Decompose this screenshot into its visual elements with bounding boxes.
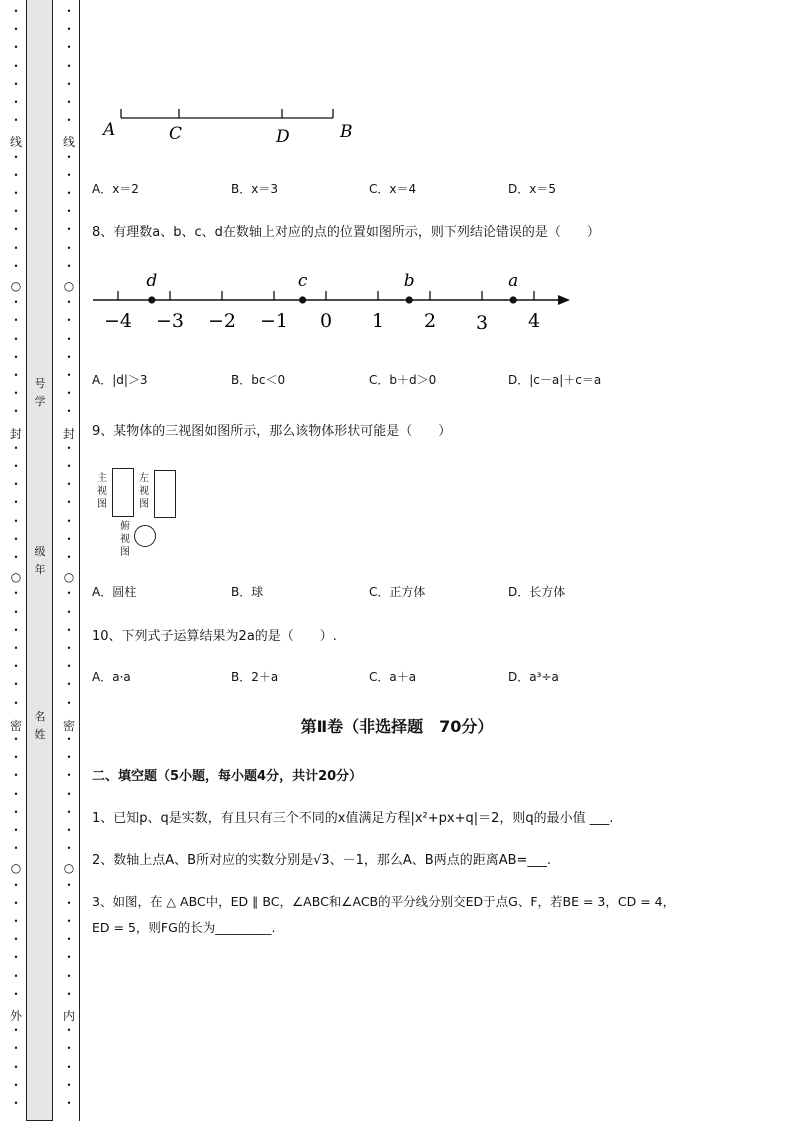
- segment-label-c: C: [169, 124, 183, 144]
- binding-dot: •: [66, 680, 72, 690]
- q9-three-views-figure: [94, 466, 194, 561]
- label-char: 学: [34, 395, 46, 408]
- grade-label: [32, 543, 48, 579]
- q8-text: 8、有理数a、b、c、d在数轴上对应的点的位置如图所示，则下列结论错误的是（ ）: [92, 225, 600, 240]
- binding-dot: •: [66, 898, 72, 908]
- inner-mark-xian: 线: [62, 135, 75, 149]
- q9-option-d[interactable]: D．长方体: [508, 585, 566, 599]
- outer-mark-mi: 密: [9, 719, 22, 733]
- q9-option-c[interactable]: C．正方体: [369, 585, 426, 599]
- binding-dot: •: [13, 298, 19, 308]
- binding-dot: •: [66, 225, 72, 235]
- q10-option-d[interactable]: D．a³÷a: [508, 670, 559, 684]
- binding-dot: •: [66, 25, 72, 35]
- binding-dot: •: [13, 534, 19, 544]
- inner-mark-mi: 密: [62, 719, 75, 733]
- binding-dot: •: [66, 316, 72, 326]
- view-label-char: 图: [120, 547, 130, 558]
- binding-dot: •: [66, 807, 72, 817]
- number-line-tick-label: 1: [371, 310, 385, 332]
- binding-dot: •: [13, 644, 19, 653]
- fill-question-3-line-2: ED = 5，则FG的长为_________.: [92, 920, 276, 935]
- binding-dot: •: [13, 207, 19, 217]
- number-line-tick-label: 0: [319, 310, 333, 332]
- binding-dot: •: [13, 1080, 19, 1090]
- binding-dot: •: [13, 826, 19, 835]
- binding-dot: •: [66, 644, 72, 653]
- binding-dot: •: [13, 989, 19, 999]
- binding-dot: •: [13, 61, 19, 71]
- binding-dot: •: [13, 735, 19, 744]
- view-label-char: 视: [97, 486, 107, 497]
- binding-dot: •: [13, 98, 19, 107]
- binding-dot: •: [66, 152, 72, 162]
- binding-dot: •: [66, 389, 72, 399]
- outer-circle: ○: [10, 861, 22, 875]
- binding-dot: •: [13, 498, 19, 508]
- binding-dot: •: [13, 553, 19, 562]
- binding-dot: •: [66, 170, 72, 180]
- binding-dot: •: [66, 189, 72, 198]
- binding-dot: •: [66, 243, 72, 253]
- number-line-tick-label: −1: [259, 310, 289, 332]
- binding-dot: •: [66, 753, 72, 763]
- binding-dot: •: [13, 1062, 19, 1072]
- binding-dot: •: [13, 316, 19, 326]
- binding-dot: •: [66, 7, 72, 16]
- q8-option-b[interactable]: B．bc＜0: [231, 373, 286, 387]
- binding-dot: •: [13, 407, 19, 417]
- q10-option-b[interactable]: B．2＋a: [231, 670, 279, 684]
- binding-dot: •: [13, 807, 19, 817]
- binding-dot: •: [13, 116, 19, 126]
- q8-option-a[interactable]: A．|d|＞3: [92, 373, 148, 387]
- binding-dot: •: [13, 625, 19, 635]
- binding-dot: •: [66, 953, 72, 963]
- point-a: [510, 296, 517, 303]
- q8-option-d[interactable]: D．|c－a|＋c＝a: [508, 373, 602, 387]
- inner-mark-feng: 封: [62, 427, 75, 441]
- fill-question-1: 1、已知p、q是实数，有且只有三个不同的x值满足方程|x²+px+q|＝2，则q的最小值 ___.: [92, 811, 614, 826]
- binding-dot: •: [13, 589, 19, 599]
- binding-dot: •: [66, 844, 72, 854]
- front-view-label: [96, 472, 108, 511]
- binding-dot: •: [13, 917, 19, 926]
- number-line-tick-label: 4: [527, 310, 541, 332]
- q7-option-d[interactable]: D．x＝5: [508, 182, 556, 196]
- view-label-char: 视: [120, 534, 130, 545]
- top-view-circle: [134, 525, 156, 547]
- number-line-tick-label: −3: [155, 310, 185, 332]
- binding-dot: •: [66, 826, 72, 835]
- inner-circle: ○: [63, 570, 75, 584]
- binding-dot: •: [66, 371, 72, 380]
- binding-dot: •: [13, 1026, 19, 1036]
- binding-dot: •: [13, 261, 19, 271]
- binding-dot: •: [13, 844, 19, 854]
- inner-circle: ○: [63, 861, 75, 875]
- segment-label-d: D: [276, 127, 290, 147]
- binding-dot: •: [13, 79, 19, 89]
- binding-dot: •: [13, 607, 19, 617]
- binding-dot: •: [66, 61, 72, 71]
- segment-label-a: A: [103, 120, 116, 140]
- point-c: [299, 296, 306, 303]
- q7-option-a[interactable]: A．x＝2: [92, 182, 139, 196]
- label-char: 名: [34, 710, 46, 723]
- q9-text: 9、某物体的三视图如图所示，那么该物体形状可能是（ ）: [92, 424, 452, 439]
- binding-dot: •: [66, 989, 72, 999]
- binding-dot: •: [66, 407, 72, 417]
- binding-dot: •: [66, 607, 72, 617]
- binding-dot: •: [13, 25, 19, 35]
- binding-dot: •: [66, 79, 72, 89]
- view-label-char: 俯: [120, 521, 130, 532]
- binding-dot: •: [13, 389, 19, 399]
- inner-mark-nei: 内: [62, 1009, 75, 1023]
- view-label-char: 左: [139, 473, 149, 484]
- binding-dot: •: [13, 953, 19, 963]
- fill-question-2: 2、数轴上点A、B所对应的实数分别是√3、－1，那么A、B两点的距离AB=___.: [92, 853, 552, 868]
- left-view-rect: [154, 470, 176, 518]
- point-b: [406, 296, 413, 303]
- binding-dot: •: [66, 498, 72, 508]
- arrow-icon: [558, 295, 570, 305]
- binding-dot: •: [13, 680, 19, 690]
- binding-dot: •: [66, 589, 72, 599]
- outer-mark-wai: 外: [9, 1009, 22, 1023]
- top-view-label: [119, 520, 131, 559]
- binding-dot: •: [66, 1080, 72, 1090]
- binding-dot: •: [13, 462, 19, 471]
- binding-dot: •: [13, 352, 19, 362]
- point-label-b: b: [403, 271, 415, 291]
- view-label-char: 主: [97, 473, 107, 484]
- point-label-c: c: [297, 271, 308, 291]
- binding-dot: •: [13, 935, 19, 945]
- binding-dot: •: [13, 225, 19, 235]
- binding-dot: •: [66, 534, 72, 544]
- left-view-label: [138, 472, 150, 511]
- binding-dot: •: [66, 771, 72, 781]
- binding-dot: •: [66, 971, 72, 981]
- segment-label-b: B: [340, 122, 353, 142]
- point-label-d: d: [146, 271, 158, 291]
- binding-dot: •: [66, 735, 72, 744]
- label-char: 级: [34, 545, 46, 558]
- binding-dot: •: [66, 480, 72, 490]
- binding-dot: •: [66, 207, 72, 217]
- binding-dot: •: [66, 553, 72, 562]
- fill-in-section-heading: 二、填空题（5小题，每小题4分，共计20分）: [92, 769, 363, 784]
- binding-dot: •: [13, 443, 19, 453]
- number-line-tick-label: 3: [475, 312, 489, 334]
- point-d: [148, 296, 155, 303]
- binding-dot: •: [13, 170, 19, 180]
- student-id-label: [32, 375, 48, 411]
- binding-dot: •: [13, 971, 19, 981]
- inner-circle: ○: [63, 279, 75, 293]
- q10-option-a[interactable]: A．a·a: [92, 670, 131, 684]
- binding-dot: •: [66, 698, 72, 708]
- view-label-char: 视: [139, 486, 149, 497]
- view-label-char: 图: [139, 499, 149, 510]
- binding-dot: •: [13, 189, 19, 198]
- binding-dot: •: [66, 1062, 72, 1072]
- binding-dot: •: [66, 443, 72, 453]
- front-view-rect: [112, 468, 134, 517]
- binding-dot: •: [13, 7, 19, 16]
- binding-dot: •: [13, 334, 19, 344]
- q7-option-c[interactable]: C．x＝4: [369, 182, 417, 196]
- q8-number-line: [88, 262, 588, 337]
- binding-dot: •: [13, 662, 19, 672]
- binding-inner-line: [79, 0, 80, 1121]
- outer-mark-xian: 线: [9, 135, 22, 149]
- binding-dot: •: [13, 43, 19, 53]
- binding-dot: •: [13, 243, 19, 253]
- binding-dot: •: [66, 462, 72, 471]
- binding-dot: •: [13, 480, 19, 490]
- binding-dot: •: [13, 516, 19, 526]
- part-two-title: 第Ⅱ卷（非选择题 70分）: [300, 717, 494, 736]
- number-line-tick-label: 2: [423, 310, 437, 332]
- binding-dot: •: [66, 116, 72, 126]
- binding-dot: •: [13, 152, 19, 162]
- fill-question-3-line-1: 3、如图，在 △ ABC中，ED ∥ BC，∠ABC和∠ACB的平分线分别交ED于点G、F，若BE = 3，CD = 4，: [92, 894, 676, 909]
- binding-dot: •: [66, 334, 72, 344]
- binding-dot: •: [66, 298, 72, 308]
- binding-dot: •: [13, 880, 19, 890]
- q10-option-c[interactable]: C．a＋a: [369, 670, 417, 684]
- binding-dot: •: [66, 1026, 72, 1036]
- binding-dot: •: [66, 1099, 72, 1108]
- binding-dot: •: [13, 898, 19, 908]
- binding-dot: •: [66, 352, 72, 362]
- outer-mark-feng: 封: [9, 427, 22, 441]
- point-label-a: a: [508, 271, 519, 291]
- binding-dot: •: [66, 789, 72, 799]
- q9-option-a[interactable]: A．圆柱: [92, 585, 137, 599]
- binding-dot: •: [66, 261, 72, 271]
- q7-segment-figure: [95, 100, 365, 150]
- binding-dot: •: [13, 771, 19, 781]
- binding-dot: •: [66, 516, 72, 526]
- q7-option-b[interactable]: B．x＝3: [231, 182, 278, 196]
- view-label-char: 图: [97, 499, 107, 510]
- binding-dot: •: [66, 880, 72, 890]
- binding-dot: •: [66, 662, 72, 672]
- label-char: 号: [34, 377, 46, 390]
- binding-dot: •: [13, 371, 19, 380]
- binding-dot: •: [13, 698, 19, 708]
- binding-dot: •: [66, 917, 72, 926]
- binding-dot: •: [66, 1044, 72, 1054]
- binding-dot: •: [66, 935, 72, 945]
- outer-circle: ○: [10, 279, 22, 293]
- outer-circle: ○: [10, 570, 22, 584]
- binding-dot: •: [66, 98, 72, 107]
- binding-dot: •: [66, 43, 72, 53]
- q10-text: 10、下列式子运算结果为2a的是（ ）.: [92, 629, 337, 644]
- number-line-tick-label: −2: [207, 310, 237, 332]
- q9-option-b[interactable]: B．球: [231, 585, 264, 599]
- binding-dot: •: [13, 1099, 19, 1108]
- binding-dot: •: [13, 1044, 19, 1054]
- binding-dot: •: [13, 789, 19, 799]
- binding-dot: •: [66, 625, 72, 635]
- label-char: 年: [34, 563, 46, 576]
- label-char: 姓: [34, 728, 46, 741]
- number-line-tick-label: −4: [103, 310, 133, 332]
- binding-dot: •: [13, 753, 19, 763]
- q8-option-c[interactable]: C．b＋d＞0: [369, 373, 437, 387]
